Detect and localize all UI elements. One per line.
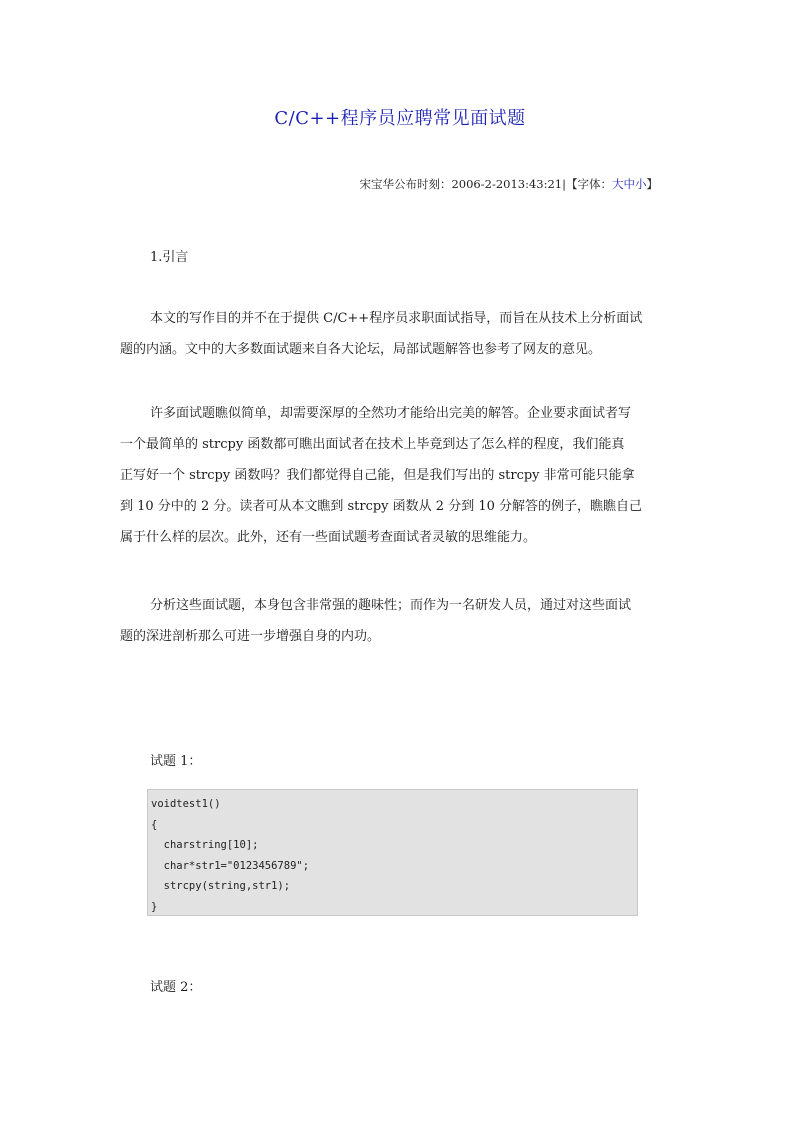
- code-line: voidtest1(): [151, 798, 221, 810]
- section-heading: 1.引言: [150, 250, 189, 265]
- paragraph-1: [120, 303, 680, 365]
- font-size-links[interactable]: 大中小: [612, 177, 647, 191]
- paragraph-2: [120, 398, 680, 553]
- code-line: strcpy(string,str1);: [151, 880, 291, 892]
- paragraph-line: 属于什么样的层次。此外，还有一些面试题考查面试者灵敏的思维能力。: [120, 530, 537, 545]
- paragraph-line: 正写好一个 strcpy 函数吗？我们都觉得自己能，但是我们写出的 strcpy 非常可能只能拿: [120, 468, 635, 483]
- meta-publish-info: 宋宝华公布时刻：2006-2-2013:43:21|【字体：: [359, 177, 612, 191]
- article-meta: [359, 176, 658, 192]
- code-line: {: [151, 818, 158, 831]
- paragraph-line: 一个最简单的 strcpy 函数都可瞧出面试者在技术上毕竟到达了怎么样的程度，我们能真: [120, 437, 625, 452]
- meta-bracket-close: 】: [646, 177, 658, 191]
- code-line: charstring[10];: [151, 839, 259, 851]
- code-block: [147, 789, 638, 916]
- exam-1-label: 试题 1：: [150, 754, 202, 769]
- paragraph-line: 到 10 分中的 2 分。读者可从本文瞧到 strcpy 函数从 2 分到 10 分解答的例子，瞧瞧自己: [120, 499, 643, 514]
- paragraph-line: 题的内涵。文中的大多数面试题来自各大论坛，局部试题解答也参考了网友的意见。: [120, 342, 602, 357]
- paragraph-line: 许多面试题瞧似简单，却需要深厚的全然功才能给出完美的解答。企业要求面试者写: [150, 406, 632, 421]
- paragraph-line: 本文的写作目的并不在于提供 C/C++程序员求职面试指导，而旨在从技术上分析面试: [150, 311, 643, 326]
- page-title: C/C++程序员应聘常见面试题: [274, 108, 526, 129]
- code-line: char*str1="0123456789";: [151, 859, 310, 872]
- paragraph-3: [120, 590, 680, 652]
- exam-2-label: 试题 2：: [150, 980, 202, 995]
- code-line: }: [151, 900, 158, 913]
- paragraph-line: 分析这些面试题，本身包含非常强的趣味性；而作为一名研发人员，通过对这些面试: [150, 598, 632, 613]
- paragraph-line: 题的深进剖析那么可进一步增强自身的内功。: [120, 629, 381, 644]
